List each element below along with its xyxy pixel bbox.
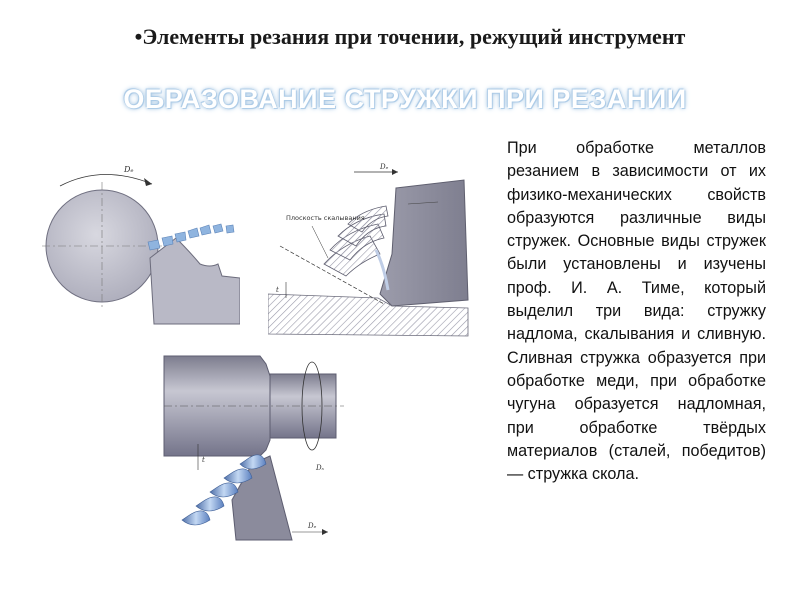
callout-shear-plane: Плоскость скалывания: [286, 214, 365, 222]
turning-chip-diagram: [40, 160, 240, 330]
slide-title: •Элементы резания при точении, режущий инструмент: [134, 24, 686, 49]
rotation-arrow: [60, 174, 152, 186]
dim-label-de-bottom: Dₑ: [308, 522, 317, 530]
dim-label-t: t: [276, 286, 279, 294]
cutting-tool-body: [150, 238, 240, 324]
dim-label-ds: Dₛ: [316, 464, 324, 472]
dim-label-top: Dₑ: [380, 163, 389, 171]
turning-tool: [232, 456, 292, 540]
cutting-tool: [380, 180, 468, 306]
dim-label-de: Dₑ: [124, 165, 134, 174]
dim-label-t-bottom: t: [202, 456, 205, 464]
shear-chip-diagram: [268, 158, 470, 350]
body-paragraph: При обработке металлов резанием в зависимости от их физико-механических свойств образуются различные виды стружек. Основные виды стружек были установлены и изучены проф. И. А. Тиме, который выделил три вида: стружку надлома, скалывания и сливную. Сливная стружка образуется при обработке меди, при обработке чугуна образуется надломная, при обработке твёрдых материалов (сталей, победитов) — стружка скола.: [507, 139, 766, 484]
spiral-chip-diagram: [158, 352, 348, 542]
slide-subtitle: ОБРАЗОВАНИЕ СТРУЖКИ ПРИ РЕЗАНИИ: [123, 84, 687, 114]
